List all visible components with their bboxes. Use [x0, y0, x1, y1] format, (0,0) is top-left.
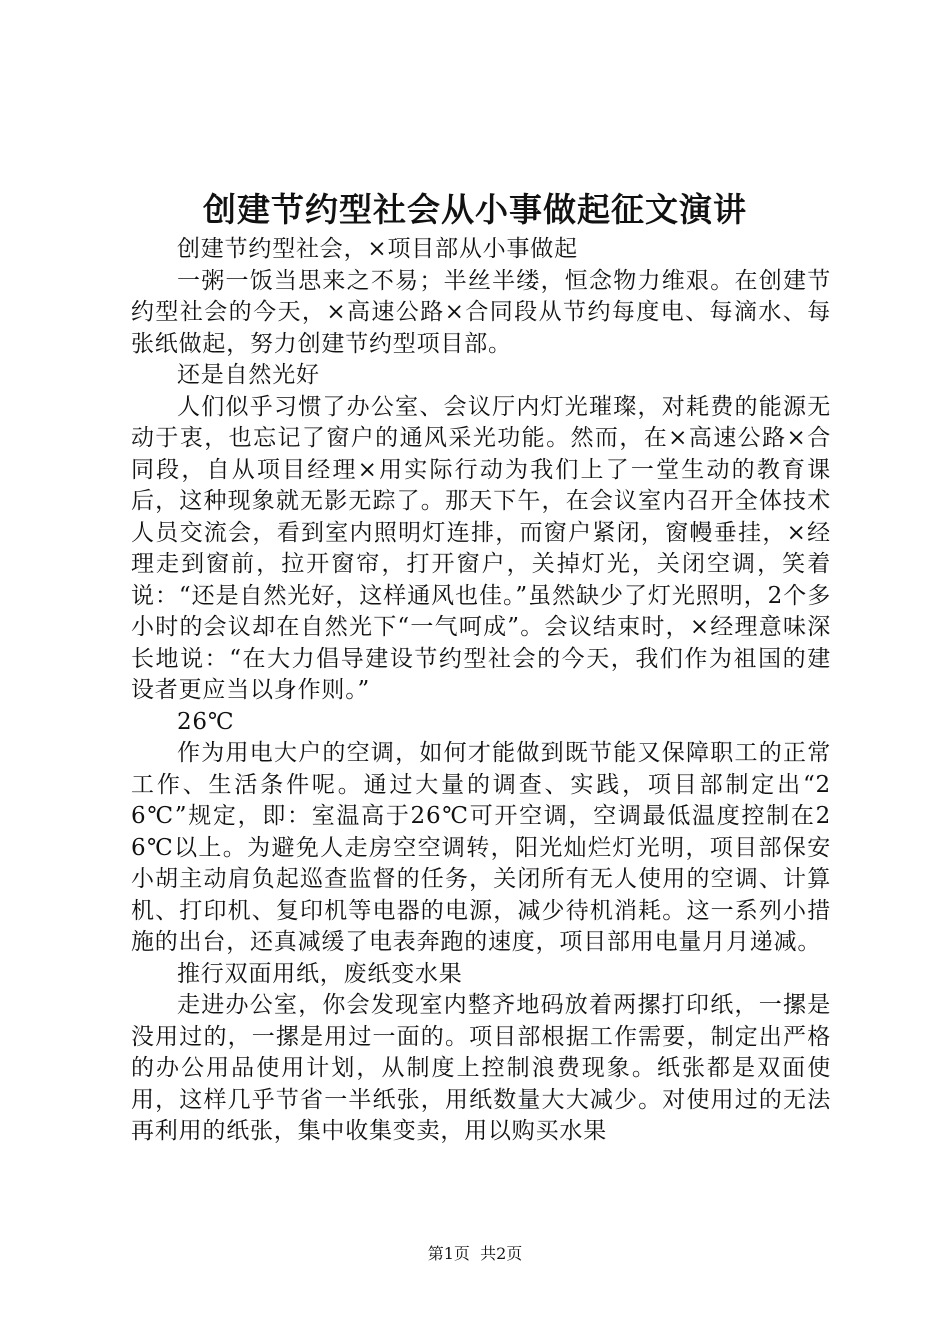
paragraph-intro: 一粥一饭当思来之不易；半丝半缕，恒念物力维艰。在创建节约型社会的今天，×高速公路×合同段从节约每度电、每滴水、每张纸做起，努力创建节约型项目部。 — [131, 267, 831, 357]
paragraph-26c: 作为用电大户的空调，如何才能做到既节能又保障职工的正常工作、生活条件呢。通过大量的调查、实践，项目部制定出“26℃”规定，即：室温高于26℃可开空调，空调最低温度控制在26℃以上。为避免人走房空空调转，阳光灿烂灯光明，项目部保安小胡主动肩负起巡查监督的任务，关闭所有无人使用的空调、计算机、打印机、复印机等电器的电源，减少待机消耗。这一系列小措施的出台，还真减缓了电表奔跑的速度，项目部用电量月月递减。 — [131, 740, 831, 955]
paragraph-natural-light: 人们似乎习惯了办公室、会议厅内灯光璀璨，对耗费的能源无动于衷，也忘记了窗户的通风采光功能。然而，在×高速公路×合同段，自从项目经理×用实际行动为我们上了一堂生动的教育课后，这种现象就无影无踪了。那天下午，在会议室内召开全体技术人员交流会，看到室内照明灯连排，而窗户紧闭，窗幔垂挂，×经理走到窗前，拉开窗帘，打开窗户，关掉灯光，关闭空调，笑着说：“还是自然光好，这样通风也佳。”虽然缺少了灯光照明，2个多小时的会议却在自然光下“一气呵成”。会议结束时，×经理意味深长地说：“在大力倡导建设节约型社会的今天，我们作为祖国的建设者更应当以身作则。” — [131, 393, 831, 703]
document-body — [131, 234, 831, 1148]
section-heading-double-sided-paper: 推行双面用纸，废纸变水果 — [177, 960, 463, 987]
page-number: 第1页 — [427, 1244, 470, 1263]
paragraph-subtitle: 创建节约型社会，×项目部从小事做起 — [177, 236, 578, 262]
page-footer — [0, 1242, 950, 1266]
paragraph-double-sided-paper: 走进办公室，你会发现室内整齐地码放着两摞打印纸，一摞是没用过的，一摞是用过一面的。项目部根据工作需要，制定出严格的办公用品使用计划，从制度上控制浪费现象。纸张都是双面使用，这样几乎节省一半纸张，用纸数量大大减少。对使用过的无法再利用的纸张，集中收集变卖，用以购买水果 — [131, 992, 831, 1144]
page-total: 共2页 — [480, 1244, 523, 1263]
section-heading-26c: 26℃ — [177, 708, 235, 735]
document-title: 创建节约型社会从小事做起征文演讲 — [203, 190, 747, 229]
section-heading-natural-light: 还是自然光好 — [177, 362, 320, 388]
